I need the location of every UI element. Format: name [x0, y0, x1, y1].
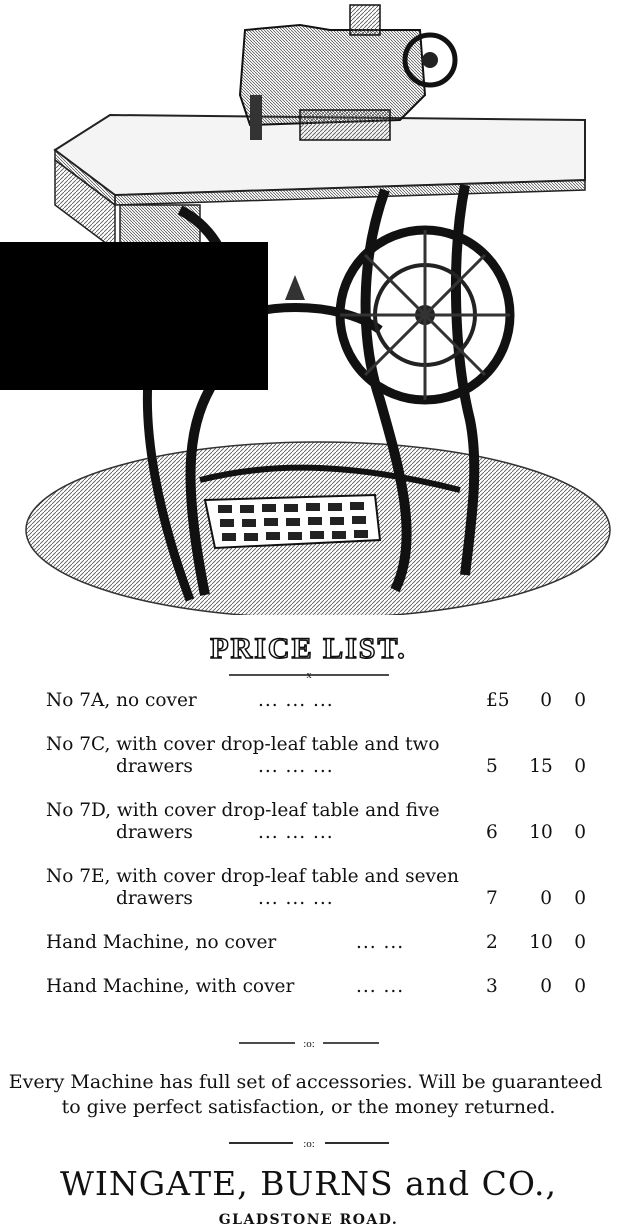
item-description-cont: drawers [116, 756, 193, 777]
divider-mark: :o: [302, 1138, 315, 1150]
item-description-cont: drawers [116, 888, 193, 909]
redaction-block [0, 242, 268, 390]
company-address: GLADSTONE ROAD. [218, 1212, 399, 1228]
leader-dots: ... ... ... [258, 822, 334, 843]
price-row [46, 690, 586, 712]
item-price [486, 976, 586, 998]
leader-dots: ... ... [356, 932, 405, 953]
item-price [486, 756, 586, 778]
item-description: No 7A, no cover [46, 690, 197, 711]
price-shillings: 10 [529, 932, 553, 953]
price-pence: 0 [574, 822, 586, 843]
price-shillings: 15 [529, 756, 553, 777]
leader-dots: ... ... ... [258, 888, 334, 909]
item-description: Hand Machine, with cover [46, 976, 295, 997]
item-description: Hand Machine, no cover [46, 932, 277, 953]
price-pounds: £5 [486, 690, 510, 711]
price-row [46, 800, 586, 844]
price-pence: 0 [574, 976, 586, 997]
price-row [46, 734, 586, 778]
leader-dots: ... ... ... [258, 690, 334, 711]
item-description: No 7C, with cover drop-leaf table and two [46, 734, 440, 755]
price-shillings: 10 [529, 822, 553, 843]
divider-mark: :o: [302, 1038, 315, 1050]
guarantee-notice [0, 1070, 617, 1120]
item-price [486, 690, 586, 712]
price-list-heading: PRICE LIST. [210, 632, 407, 665]
divider-mark: x [306, 670, 311, 681]
item-description: No 7E, with cover drop-leaf table and seven [46, 866, 459, 887]
price-pounds: 5 [486, 756, 498, 777]
item-price [486, 932, 586, 954]
price-shillings: 0 [540, 976, 552, 997]
price-pence: 0 [574, 932, 586, 953]
heading-divider [0, 668, 617, 682]
price-row [46, 866, 586, 910]
notice-line-1: Every Machine has full set of accessories. Will be guaranteed [8, 1071, 603, 1093]
price-row [46, 932, 586, 954]
price-pounds: 6 [486, 822, 498, 843]
price-list [46, 690, 586, 998]
price-pence: 0 [574, 756, 586, 777]
price-row [46, 976, 586, 998]
leader-dots: ... ... ... [258, 756, 334, 777]
price-pounds: 3 [486, 976, 498, 997]
item-description: No 7D, with cover drop-leaf table and five [46, 800, 440, 821]
section-divider [0, 1036, 617, 1050]
price-shillings: 0 [540, 690, 552, 711]
item-price [486, 888, 586, 910]
notice-line-2: to give perfect satisfaction, or the money returned. [61, 1096, 556, 1118]
price-shillings: 0 [540, 888, 552, 909]
price-pence: 0 [574, 690, 586, 711]
price-pounds: 2 [486, 932, 498, 953]
company-name: WINGATE, BURNS and CO., [59, 1164, 558, 1203]
leader-dots: ... ... [356, 976, 405, 997]
section-divider [0, 1136, 617, 1150]
item-description-cont: drawers [116, 822, 193, 843]
price-pence: 0 [574, 888, 586, 909]
item-price [486, 822, 586, 844]
price-pounds: 7 [486, 888, 498, 909]
